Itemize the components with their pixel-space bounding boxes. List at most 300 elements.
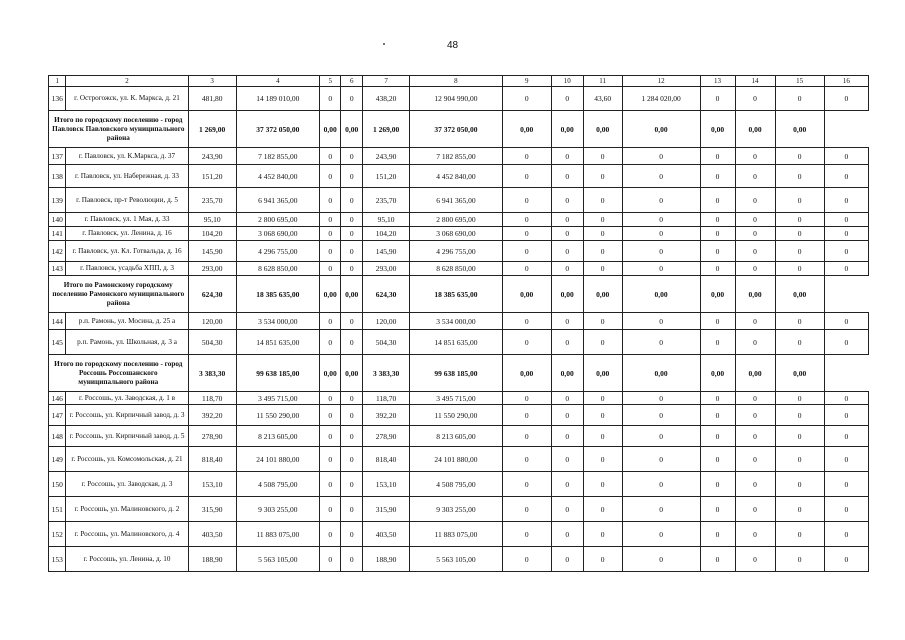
table-row	[49, 405, 869, 426]
table-cell: 0	[319, 213, 341, 227]
table-cell: 504,30	[188, 330, 236, 355]
table-cell: 0	[551, 165, 583, 188]
table-cell: 8 628 850,00	[410, 262, 502, 276]
table-cell: 5	[319, 76, 341, 87]
table-cell: 3	[188, 76, 236, 87]
table-cell: 147	[49, 405, 66, 426]
table-cell: 4 508 795,00	[410, 472, 502, 497]
table-cell: 0	[583, 213, 622, 227]
table-cell: 14 851 635,00	[236, 330, 319, 355]
table-cell: 4 452 840,00	[236, 165, 319, 188]
table-cell: 0	[502, 330, 551, 355]
table-cell: 152	[49, 522, 66, 547]
table-cell: 0	[502, 87, 551, 111]
table-cell: 0	[622, 447, 700, 472]
table-cell: 8 628 850,00	[236, 262, 319, 276]
table-cell: 0	[502, 426, 551, 447]
table-cell: 0	[622, 522, 700, 547]
table-cell: 315,90	[188, 497, 236, 522]
table-cell: 5 563 105,00	[236, 547, 319, 572]
table-cell: 1 269,00	[363, 111, 410, 148]
table-cell: г. Павловск, ул. Кл. Готвальда, д. 16	[66, 241, 188, 262]
table-cell: 0	[824, 165, 868, 188]
table-cell: 0	[775, 392, 824, 405]
table-cell: г. Россошь, ул. Кирпичный завод, д. 3	[66, 405, 188, 426]
table-cell: 0	[341, 330, 363, 355]
table-cell: 0	[824, 87, 868, 111]
table-cell: 18 385 635,00	[410, 276, 502, 313]
table-cell: 0	[775, 547, 824, 572]
table-cell: 0	[502, 392, 551, 405]
table-cell: 0,00	[583, 276, 622, 313]
table-cell: 293,00	[363, 262, 410, 276]
table-cell: 136	[49, 87, 66, 111]
table-cell: 481,80	[188, 87, 236, 111]
table-cell: 0	[700, 165, 735, 188]
table-cell: 0	[341, 188, 363, 213]
table-cell: 10	[551, 76, 583, 87]
table-cell: 0,00	[775, 111, 824, 148]
table-cell: 0	[775, 241, 824, 262]
table-cell: 11 550 290,00	[410, 405, 502, 426]
table-cell: 15	[775, 76, 824, 87]
table-cell: 145,90	[363, 241, 410, 262]
table-cell: 2 800 695,00	[410, 213, 502, 227]
table-cell: 118,70	[188, 392, 236, 405]
table-cell: 151,20	[363, 165, 410, 188]
table-cell: 150	[49, 472, 66, 497]
table-cell: 2	[66, 76, 188, 87]
table-cell: г. Россошь, ул. Заводская, д. 3	[66, 472, 188, 497]
table-cell: 143	[49, 262, 66, 276]
table-cell: 0	[824, 447, 868, 472]
table-row	[49, 213, 869, 227]
table-cell: 0	[583, 313, 622, 330]
table-cell: г. Павловск, ул. 1 Мая, д. 33	[66, 213, 188, 227]
table-cell: 624,30	[363, 276, 410, 313]
table-cell: 0	[775, 313, 824, 330]
table-cell: 0	[622, 405, 700, 426]
table-cell: 0	[341, 313, 363, 330]
table-cell: 120,00	[363, 313, 410, 330]
table-cell: 24 101 880,00	[410, 447, 502, 472]
table-cell: 0	[341, 472, 363, 497]
table-cell: 0	[824, 472, 868, 497]
table-cell: 0	[622, 241, 700, 262]
table-cell: 2 800 695,00	[236, 213, 319, 227]
table-cell: 8 213 605,00	[236, 426, 319, 447]
table-cell: 0	[824, 426, 868, 447]
table-cell: 0	[700, 426, 735, 447]
table-cell: 3 495 715,00	[410, 392, 502, 405]
table-cell: 0	[319, 313, 341, 330]
table-cell: 392,20	[363, 405, 410, 426]
table-cell: 149	[49, 447, 66, 472]
table-cell: 278,90	[188, 426, 236, 447]
table-cell: 0	[735, 188, 775, 213]
table-row	[49, 227, 869, 241]
table-cell: 0,00	[341, 111, 363, 148]
table-cell: 0	[551, 213, 583, 227]
table-cell: р.п. Рамонь, ул. Мосина, д. 25 а	[66, 313, 188, 330]
table-cell: 0	[622, 188, 700, 213]
table-cell: 0	[775, 447, 824, 472]
table-cell: 145	[49, 330, 66, 355]
table-cell: 0	[622, 148, 700, 165]
table-cell: 0	[824, 188, 868, 213]
table-cell: 0	[622, 497, 700, 522]
table-cell: 3 068 690,00	[410, 227, 502, 241]
table-cell: 0	[735, 227, 775, 241]
table-cell: 0	[824, 330, 868, 355]
table-cell: 0,00	[735, 276, 775, 313]
table-cell: 403,50	[363, 522, 410, 547]
table-cell: 14 189 010,00	[236, 87, 319, 111]
table-cell: г. Павловск, ул. К.Маркса, д. 37	[66, 148, 188, 165]
table-cell: 0	[319, 227, 341, 241]
table-cell: 0	[502, 148, 551, 165]
table-cell: 0	[700, 241, 735, 262]
table-cell: 0	[824, 241, 868, 262]
table-cell: г. Павловск, ул. Набережная, д. 33	[66, 165, 188, 188]
table-cell: 145,90	[188, 241, 236, 262]
table-cell: 0	[735, 426, 775, 447]
table-cell: 11	[583, 76, 622, 87]
table-cell: 0	[700, 148, 735, 165]
table-cell: 104,20	[188, 227, 236, 241]
table-cell: 0,00	[319, 111, 341, 148]
table-cell: 0	[583, 241, 622, 262]
table-cell: 0	[583, 472, 622, 497]
table-row	[49, 392, 869, 405]
table-cell: 0	[341, 392, 363, 405]
table-cell: 0	[319, 522, 341, 547]
table-cell: 0	[319, 547, 341, 572]
table-cell: 0	[551, 426, 583, 447]
table-cell: 0	[319, 472, 341, 497]
table-cell: 11 883 075,00	[236, 522, 319, 547]
table-cell: 0	[551, 497, 583, 522]
table-cell: 0	[319, 405, 341, 426]
table-cell: 0	[583, 262, 622, 276]
column-number-row	[49, 76, 869, 87]
table-cell: 95,10	[363, 213, 410, 227]
table-cell: 0	[735, 213, 775, 227]
table-cell: 0	[700, 472, 735, 497]
table-cell: 0	[502, 497, 551, 522]
table-cell: 0	[775, 497, 824, 522]
table-cell: г. Россошь, ул. Кирпичный завод, д. 5	[66, 426, 188, 447]
table-cell: 142	[49, 241, 66, 262]
table-cell: 0	[824, 392, 868, 405]
table-row	[49, 87, 869, 111]
page-number: 48	[446, 40, 459, 51]
table-cell: 0	[583, 547, 622, 572]
table-cell: 0	[775, 472, 824, 497]
table-cell: 4 452 840,00	[410, 165, 502, 188]
table-cell: 0	[735, 447, 775, 472]
table-row	[49, 148, 869, 165]
table-cell: 12	[622, 76, 700, 87]
table-cell: 0	[775, 87, 824, 111]
table-cell: 3 068 690,00	[236, 227, 319, 241]
table-cell: 11 883 075,00	[410, 522, 502, 547]
table-cell: 4 296 755,00	[236, 241, 319, 262]
table-cell: 104,20	[363, 227, 410, 241]
table-cell: 0	[341, 165, 363, 188]
table-cell: 137	[49, 148, 66, 165]
table-cell: 0,00	[341, 355, 363, 392]
table-cell: 438,20	[363, 87, 410, 111]
table-cell: 9	[502, 76, 551, 87]
table-cell: 818,40	[188, 447, 236, 472]
table-cell: 0	[700, 213, 735, 227]
table-cell: 1 269,00	[188, 111, 236, 148]
table-cell: 0	[700, 405, 735, 426]
table-cell: 0	[583, 447, 622, 472]
table-cell: г. Павловск, ул. Ленина, д. 16	[66, 227, 188, 241]
subtotal-label: Итого по Рамонскому городскому поселению Рамонского муниципального района	[49, 276, 189, 313]
table-cell: 118,70	[363, 392, 410, 405]
table-cell: 148	[49, 426, 66, 447]
table-cell: 504,30	[363, 330, 410, 355]
table-cell: 138	[49, 165, 66, 188]
table-cell: 12 904 990,00	[410, 87, 502, 111]
table-cell: 0	[341, 213, 363, 227]
table-cell: 144	[49, 313, 66, 330]
table-cell: 14 851 635,00	[410, 330, 502, 355]
table-cell: 0	[583, 426, 622, 447]
table-cell: 0	[502, 227, 551, 241]
table-cell: 0	[824, 148, 868, 165]
table-cell: 0	[775, 426, 824, 447]
table-cell: 0	[622, 392, 700, 405]
table-cell: 0	[319, 392, 341, 405]
table-cell: 0	[551, 547, 583, 572]
table-cell: 0,00	[319, 276, 341, 313]
table-cell: 151	[49, 497, 66, 522]
table-cell: 0	[622, 426, 700, 447]
table-cell: 0	[551, 405, 583, 426]
table-cell: 0	[622, 313, 700, 330]
table-cell: 0	[502, 313, 551, 330]
table-row	[49, 426, 869, 447]
table-cell: 6 941 365,00	[410, 188, 502, 213]
table-cell: 151,20	[188, 165, 236, 188]
table-cell: 0	[583, 148, 622, 165]
table-cell: 153,10	[363, 472, 410, 497]
housing-register-table	[48, 75, 869, 572]
table-cell: 0,00	[622, 355, 700, 392]
table-cell: 0,00	[551, 355, 583, 392]
table-cell: 0	[551, 241, 583, 262]
table-cell: 0,00	[622, 111, 700, 148]
subtotal-row	[49, 355, 869, 392]
table-cell: 0	[775, 227, 824, 241]
table-cell: 141	[49, 227, 66, 241]
table-cell: 0	[824, 227, 868, 241]
table-cell: 0	[622, 472, 700, 497]
table-cell: 0	[735, 472, 775, 497]
table-cell: 0,00	[583, 111, 622, 148]
table-cell: 16	[824, 76, 868, 87]
table-cell: 0	[341, 522, 363, 547]
table-cell: 0	[583, 392, 622, 405]
table-cell: 0	[824, 547, 868, 572]
table-cell: 37 372 050,00	[410, 111, 502, 148]
table-cell: р.п. Рамонь, ул. Школьная, д. 3 а	[66, 330, 188, 355]
table-cell: 0	[775, 330, 824, 355]
table-cell: 0	[502, 188, 551, 213]
table-cell: 0	[775, 188, 824, 213]
table-cell: 0	[775, 522, 824, 547]
table-cell: 0	[502, 447, 551, 472]
table-cell: 0	[735, 497, 775, 522]
table-cell: 188,90	[188, 547, 236, 572]
table-cell: 0	[551, 522, 583, 547]
table-cell: 4 296 755,00	[410, 241, 502, 262]
table-cell: 0	[622, 213, 700, 227]
table-cell: 0,00	[775, 355, 824, 392]
table-cell: 0	[700, 188, 735, 213]
table-cell: 140	[49, 213, 66, 227]
table-cell: 0	[735, 405, 775, 426]
table-cell: г. Россошь, ул. Малиновского, д. 4	[66, 522, 188, 547]
table-row	[49, 241, 869, 262]
table-cell: 0,00	[502, 355, 551, 392]
table-cell: 1	[49, 76, 66, 87]
table-row	[49, 522, 869, 547]
table-row	[49, 165, 869, 188]
table-cell: 0,00	[700, 111, 735, 148]
table-cell: 139	[49, 188, 66, 213]
table-cell: 0	[824, 522, 868, 547]
table-cell: 0	[341, 405, 363, 426]
table-cell: 146	[49, 392, 66, 405]
table-cell: 818,40	[363, 447, 410, 472]
table-cell: 0	[583, 165, 622, 188]
table-cell: 43,60	[583, 87, 622, 111]
table-cell: 243,90	[363, 148, 410, 165]
table-row	[49, 472, 869, 497]
table-cell: 153,10	[188, 472, 236, 497]
table-cell: 0	[622, 165, 700, 188]
table-cell: 0	[700, 447, 735, 472]
subtotal-row	[49, 276, 869, 313]
table-cell: 8 213 605,00	[410, 426, 502, 447]
table-cell: 0,00	[583, 355, 622, 392]
table-cell: 243,90	[188, 148, 236, 165]
table-cell: 0	[319, 262, 341, 276]
table-cell: г. Павловск, пр-т Революции, д. 5	[66, 188, 188, 213]
table-row	[49, 497, 869, 522]
table-cell: 0	[583, 227, 622, 241]
table-cell: 0	[622, 547, 700, 572]
table-cell: 0	[319, 87, 341, 111]
table-cell: г. Россошь, ул. Ленина, д. 10	[66, 547, 188, 572]
table-cell: 0,00	[735, 355, 775, 392]
table-cell: 0,00	[622, 276, 700, 313]
table-cell: 0	[502, 262, 551, 276]
table-cell: 0,00	[775, 276, 824, 313]
table-cell: 0	[583, 330, 622, 355]
table-cell: 0	[502, 472, 551, 497]
table-cell: 18 385 635,00	[236, 276, 319, 313]
table-cell: 0	[551, 227, 583, 241]
table-cell: 0	[824, 213, 868, 227]
table-cell: 235,70	[363, 188, 410, 213]
table-cell: 0,00	[319, 355, 341, 392]
table-cell: 0	[735, 330, 775, 355]
table-cell: 0	[551, 87, 583, 111]
table-cell: 0	[341, 241, 363, 262]
table-cell: 0	[735, 522, 775, 547]
table-row	[49, 188, 869, 213]
table-cell: 0	[735, 392, 775, 405]
table-cell: 0	[502, 522, 551, 547]
table-cell: 0	[551, 313, 583, 330]
table-cell: 9 303 255,00	[236, 497, 319, 522]
table-cell: 0	[775, 213, 824, 227]
table-cell: 3 534 000,00	[410, 313, 502, 330]
table-cell: 0	[341, 227, 363, 241]
table-cell: 0	[319, 447, 341, 472]
table-cell: 392,20	[188, 405, 236, 426]
table-cell: 0,00	[341, 276, 363, 313]
table-cell: 0	[551, 148, 583, 165]
table-cell: 24 101 880,00	[236, 447, 319, 472]
table-cell: 0	[700, 392, 735, 405]
table-cell: 0	[583, 522, 622, 547]
table-cell: 0	[551, 472, 583, 497]
table-cell: 0	[700, 313, 735, 330]
table-cell: 235,70	[188, 188, 236, 213]
table-cell: 0	[502, 165, 551, 188]
table-cell: 5 563 105,00	[410, 547, 502, 572]
table-cell: 9 303 255,00	[410, 497, 502, 522]
table-cell: 0	[700, 262, 735, 276]
table-cell: 0	[502, 547, 551, 572]
subtotal-row	[49, 111, 869, 148]
table-cell: 99 638 185,00	[410, 355, 502, 392]
table-cell: 188,90	[363, 547, 410, 572]
table-cell: 4 508 795,00	[236, 472, 319, 497]
table-cell: 0	[502, 241, 551, 262]
table-cell: 0	[341, 497, 363, 522]
table-cell: г. Россошь, ул. Комсомольская, д. 21	[66, 447, 188, 472]
table-cell: 0	[551, 392, 583, 405]
table-cell: 0,00	[502, 111, 551, 148]
table-cell: 0	[341, 447, 363, 472]
table-row	[49, 313, 869, 330]
table-cell: 4	[236, 76, 319, 87]
subtotal-label: Итого по городскому поселению - город Павловск Павловского муниципального района	[49, 111, 189, 148]
table-cell: 0	[319, 148, 341, 165]
table-cell: 0	[319, 330, 341, 355]
table-cell: 624,30	[188, 276, 236, 313]
table-cell: 0	[700, 522, 735, 547]
table-cell: 0	[319, 497, 341, 522]
subtotal-label: Итого по городскому поселению - город Россошь Россошанского муниципального района	[49, 355, 189, 392]
table-body	[49, 76, 869, 572]
table-cell: 293,00	[188, 262, 236, 276]
table-cell: 0	[735, 87, 775, 111]
table-cell: 0	[735, 547, 775, 572]
table-cell: 14	[735, 76, 775, 87]
table-cell: 0	[341, 426, 363, 447]
table-cell: 0	[735, 313, 775, 330]
table-cell: 0	[700, 330, 735, 355]
